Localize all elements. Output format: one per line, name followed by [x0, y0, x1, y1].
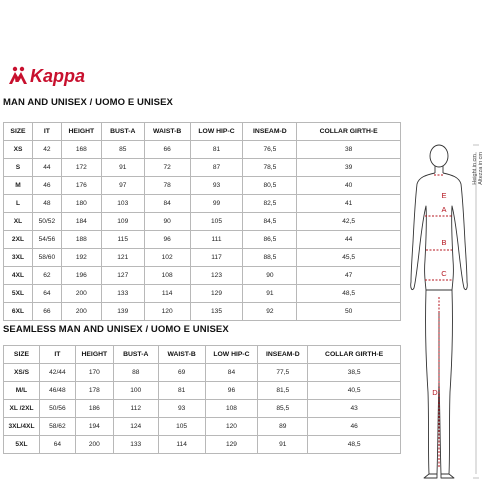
man-table-cell: 82,5 — [243, 195, 297, 213]
seamless-table-cell: 5XL — [4, 436, 40, 454]
seamless-table-cell: 43 — [308, 400, 401, 418]
seamless-table-cell: 81,5 — [258, 382, 308, 400]
table-row — [4, 195, 401, 213]
seamless-table-cell: 77,5 — [258, 364, 308, 382]
man-table-header-6: INSEAM-D — [243, 123, 297, 141]
man-table-cell: 39 — [297, 159, 401, 177]
kappa-logo — [6, 64, 130, 86]
man-table-cell: 192 — [61, 249, 101, 267]
seamless-table-cell: 105 — [158, 418, 205, 436]
man-table-cell: 84,5 — [243, 213, 297, 231]
man-table-cell: 93 — [190, 177, 243, 195]
man-table-cell: 48 — [32, 195, 61, 213]
man-table-header-7: COLLAR GIRTH-E — [297, 123, 401, 141]
man-table-cell: 78,5 — [243, 159, 297, 177]
seamless-table-cell: 194 — [75, 418, 113, 436]
seamless-table-cell: 40,5 — [308, 382, 401, 400]
man-table-cell: 44 — [297, 231, 401, 249]
man-table-cell: 129 — [190, 285, 243, 303]
man-table-cell: 62 — [32, 267, 61, 285]
man-table-cell: 111 — [190, 231, 243, 249]
man-table-cell: 120 — [144, 303, 190, 321]
man-table-header-1: IT — [32, 123, 61, 141]
man-table-cell: 90 — [144, 213, 190, 231]
man-table-cell: 109 — [101, 213, 144, 231]
man-table-cell: 96 — [144, 231, 190, 249]
table-row — [4, 436, 401, 454]
man-table-cell: 76,5 — [243, 141, 297, 159]
man-table-cell: 102 — [144, 249, 190, 267]
seamless-table-cell: 108 — [205, 400, 258, 418]
seamless-table-cell: 100 — [113, 382, 158, 400]
man-table-cell: 2XL — [4, 231, 33, 249]
size-table-man-unisex — [3, 122, 401, 321]
man-table-cell: 121 — [101, 249, 144, 267]
marker-d: D — [432, 388, 438, 397]
man-table-cell: 58/60 — [32, 249, 61, 267]
man-table-cell: 84 — [144, 195, 190, 213]
seamless-table-cell: 200 — [75, 436, 113, 454]
man-table-cell: 46 — [32, 177, 61, 195]
table-row — [4, 141, 401, 159]
man-table-cell: 188 — [61, 231, 101, 249]
table-row — [4, 213, 401, 231]
seamless-table-cell: 133 — [113, 436, 158, 454]
marker-c: C — [441, 269, 447, 278]
man-table-cell: 54/56 — [32, 231, 61, 249]
man-table-cell: 103 — [101, 195, 144, 213]
seamless-table-cell: 58/62 — [39, 418, 75, 436]
man-table-cell: 42 — [32, 141, 61, 159]
man-table-header-2: HEIGHT — [61, 123, 101, 141]
man-table-cell: 108 — [144, 267, 190, 285]
seamless-table-header-5: LOW HIP-C — [205, 346, 258, 364]
man-table-cell: 139 — [101, 303, 144, 321]
man-table-cell: 99 — [190, 195, 243, 213]
man-table-cell: 44 — [32, 159, 61, 177]
man-table-cell: 45,5 — [297, 249, 401, 267]
man-table-cell: 115 — [101, 231, 144, 249]
table-row — [4, 231, 401, 249]
table-row — [4, 159, 401, 177]
man-table-header-0: SIZE — [4, 123, 33, 141]
seamless-table-cell: 46 — [308, 418, 401, 436]
man-table-cell: 127 — [101, 267, 144, 285]
seamless-table-cell: 46/48 — [39, 382, 75, 400]
man-table-cell: 196 — [61, 267, 101, 285]
seamless-table-cell: 38,5 — [308, 364, 401, 382]
marker-b: B — [441, 238, 447, 247]
seamless-table-cell: 124 — [113, 418, 158, 436]
seamless-table-cell: 91 — [258, 436, 308, 454]
man-table-cell: 72 — [144, 159, 190, 177]
table-row — [4, 418, 401, 436]
seamless-table-header-2: HEIGHT — [75, 346, 113, 364]
table-row — [4, 177, 401, 195]
seamless-table-cell: 112 — [113, 400, 158, 418]
man-table-cell: 38 — [297, 141, 401, 159]
man-table-cell: 114 — [144, 285, 190, 303]
man-table-cell: 180 — [61, 195, 101, 213]
seamless-table-header-7: COLLAR GIRTH-E — [308, 346, 401, 364]
man-table-cell: XL — [4, 213, 33, 231]
head-outline — [430, 145, 448, 167]
man-table-cell: 117 — [190, 249, 243, 267]
seamless-table-cell: 3XL/4XL — [4, 418, 40, 436]
man-table-cell: 172 — [61, 159, 101, 177]
seamless-table-cell: XS/S — [4, 364, 40, 382]
seamless-table-cell: 42/44 — [39, 364, 75, 382]
seamless-table-cell: 89 — [258, 418, 308, 436]
marker-e: E — [441, 191, 447, 200]
man-table-cell: 176 — [61, 177, 101, 195]
man-table-cell: 48,5 — [297, 285, 401, 303]
man-table-cell: S — [4, 159, 33, 177]
man-table-cell: 97 — [101, 177, 144, 195]
man-table-cell: 42,5 — [297, 213, 401, 231]
man-table-cell: L — [4, 195, 33, 213]
seamless-table-cell: 170 — [75, 364, 113, 382]
table-row — [4, 285, 401, 303]
marker-a: A — [441, 205, 447, 214]
seamless-table-cell: 178 — [75, 382, 113, 400]
table-row — [4, 382, 401, 400]
man-table-cell: 66 — [144, 141, 190, 159]
brand-wordmark: Kappa — [30, 66, 86, 86]
torso-outline — [411, 173, 468, 290]
man-table-cell: 184 — [61, 213, 101, 231]
seamless-table-cell: 85,5 — [258, 400, 308, 418]
table-row — [4, 400, 401, 418]
man-table-cell: 133 — [101, 285, 144, 303]
man-table-cell: 123 — [190, 267, 243, 285]
man-table-cell: 168 — [61, 141, 101, 159]
man-table-cell: 90 — [243, 267, 297, 285]
table-row — [4, 267, 401, 285]
section1-title: MAN AND UNISEX / UOMO E UNISEX — [3, 97, 173, 108]
size-table-seamless — [3, 345, 401, 454]
seamless-table-cell: 129 — [205, 436, 258, 454]
man-table-cell: 3XL — [4, 249, 33, 267]
man-table-cell: 91 — [243, 285, 297, 303]
man-table-cell: 135 — [190, 303, 243, 321]
seamless-table-cell: 50/56 — [39, 400, 75, 418]
man-table-cell: 92 — [243, 303, 297, 321]
seamless-table-cell: 84 — [205, 364, 258, 382]
man-table-cell: 105 — [190, 213, 243, 231]
seamless-table-cell: 48,5 — [308, 436, 401, 454]
man-table-cell: 6XL — [4, 303, 33, 321]
man-table-header-3: BUST-A — [101, 123, 144, 141]
seamless-table-header-4: WAIST-B — [158, 346, 205, 364]
man-table-cell: 86,5 — [243, 231, 297, 249]
man-table-cell: 200 — [61, 285, 101, 303]
seamless-table-cell: 114 — [158, 436, 205, 454]
seamless-table-header-0: SIZE — [4, 346, 40, 364]
man-table-cell: 4XL — [4, 267, 33, 285]
man-table-cell: 50 — [297, 303, 401, 321]
man-table-cell: 81 — [190, 141, 243, 159]
seamless-table-cell: 186 — [75, 400, 113, 418]
seamless-table-cell: 64 — [39, 436, 75, 454]
man-table-cell: 78 — [144, 177, 190, 195]
seamless-table-header-3: BUST-A — [113, 346, 158, 364]
man-table-cell: 47 — [297, 267, 401, 285]
section2-title: SEAMLESS MAN AND UNISEX / UOMO E UNISEX — [3, 324, 229, 335]
man-table-cell: 200 — [61, 303, 101, 321]
man-table-cell: 40 — [297, 177, 401, 195]
man-table-cell: 50/52 — [32, 213, 61, 231]
seamless-table-cell: 81 — [158, 382, 205, 400]
man-table-cell: 87 — [190, 159, 243, 177]
man-table-cell: 41 — [297, 195, 401, 213]
seamless-table-cell: M/L — [4, 382, 40, 400]
seamless-table-cell: 93 — [158, 400, 205, 418]
man-table-header-4: WAIST-B — [144, 123, 190, 141]
seamless-table-cell: 69 — [158, 364, 205, 382]
man-table-cell: 66 — [32, 303, 61, 321]
seamless-table-cell: 120 — [205, 418, 258, 436]
man-table-cell: 85 — [101, 141, 144, 159]
table-row — [4, 249, 401, 267]
seamless-table-cell: XL /2XL — [4, 400, 40, 418]
seamless-table-header-1: IT — [39, 346, 75, 364]
seamless-table-cell: 88 — [113, 364, 158, 382]
man-table-cell: 91 — [101, 159, 144, 177]
man-table-cell: M — [4, 177, 33, 195]
man-table-cell: 5XL — [4, 285, 33, 303]
man-table-cell: 80,5 — [243, 177, 297, 195]
seamless-table-header-6: INSEAM-D — [258, 346, 308, 364]
height-label: Height in cm Altezza in cm — [472, 152, 484, 185]
seamless-table-cell: 96 — [205, 382, 258, 400]
table-row — [4, 364, 401, 382]
man-table-cell: 88,5 — [243, 249, 297, 267]
man-table-cell: 64 — [32, 285, 61, 303]
man-table-header-5: LOW HIP-C — [190, 123, 243, 141]
man-table-cell: XS — [4, 141, 33, 159]
table-row — [4, 303, 401, 321]
